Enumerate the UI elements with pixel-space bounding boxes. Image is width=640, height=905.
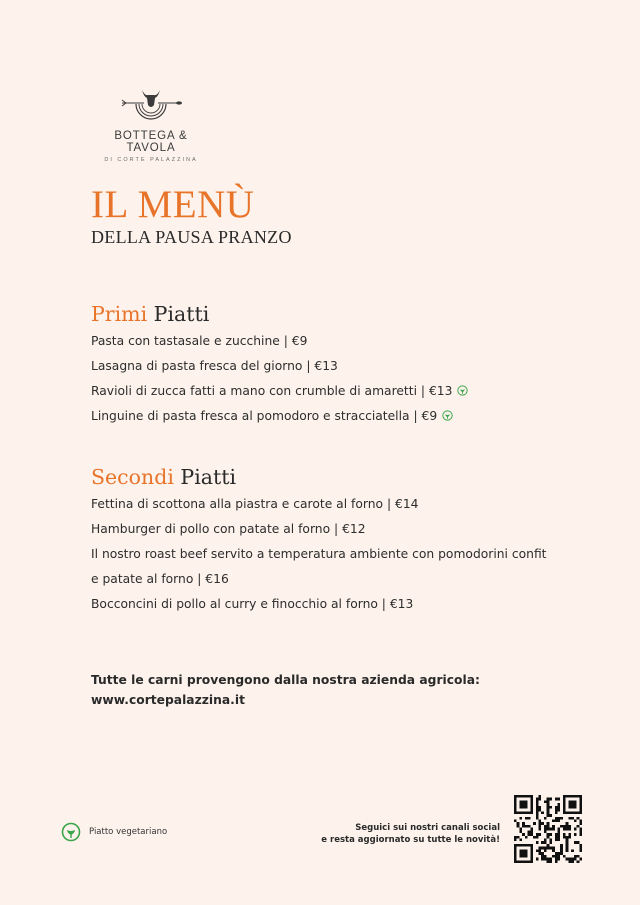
menu-item: Pasta con tastasale e zucchine | €9 [91, 334, 308, 348]
section-heading-primi [91, 304, 209, 325]
qr-code[interactable] [514, 795, 582, 863]
social-line: e resta aggiornato su tutte le novità! [321, 835, 500, 845]
menu-item: Lasagna di pasta fresca del giorno | €13 [91, 359, 338, 373]
menu-item: Bocconcini di pollo al curry e finocchio al forno | €13 [91, 597, 414, 611]
menu-item: Hamburger di pollo con patate al forno | €12 [91, 522, 366, 536]
section-heading-plain: Piatti [173, 465, 237, 489]
social-note [321, 822, 500, 846]
menu-item: e patate al forno | €16 [91, 572, 229, 586]
social-line: Seguici sui nostri canali social [355, 823, 500, 833]
section-heading-accent: Primi [91, 302, 148, 326]
menu-list-primi [91, 329, 468, 429]
website-link[interactable]: www.cortepalazzina.it [91, 693, 245, 707]
page-title: IL MENÙ [91, 183, 255, 226]
menu-list-secondi [91, 492, 547, 617]
section-heading-plain: Piatti [147, 302, 210, 326]
legend [61, 822, 167, 842]
menu-item: Fettina di scottona alla piastra e carote al forno | €14 [91, 497, 419, 511]
brand-subtitle: DI CORTE PALAZZINA [104, 157, 198, 163]
menu-item: Ravioli di zucca fatti a mano con crumble di amaretti | €13 [91, 379, 468, 404]
vegetarian-icon [61, 822, 81, 842]
vegetarian-icon [457, 385, 468, 396]
page-subtitle: DELLA PAUSA PRANZO [91, 227, 292, 247]
farm-note [91, 670, 480, 710]
brand-logo [88, 86, 214, 163]
section-heading-secondi [91, 467, 236, 488]
menu-item: Il nostro roast beef servito a temperatura ambiente con pomodorini confit [91, 547, 547, 561]
brand-name: BOTTEGA & TAVOLA [114, 130, 188, 154]
vegetarian-icon [442, 410, 453, 421]
menu-item: Linguine di pasta fresca al pomodoro e stracciatella | €9 [91, 404, 468, 429]
legend-label: Piatto vegetariano [89, 827, 168, 837]
section-heading-accent: Secondi [91, 465, 174, 489]
bull-head-cutlery-icon [118, 86, 184, 126]
farm-note-text: Tutte le carni provengono dalla nostra azienda agricola: [91, 673, 480, 687]
